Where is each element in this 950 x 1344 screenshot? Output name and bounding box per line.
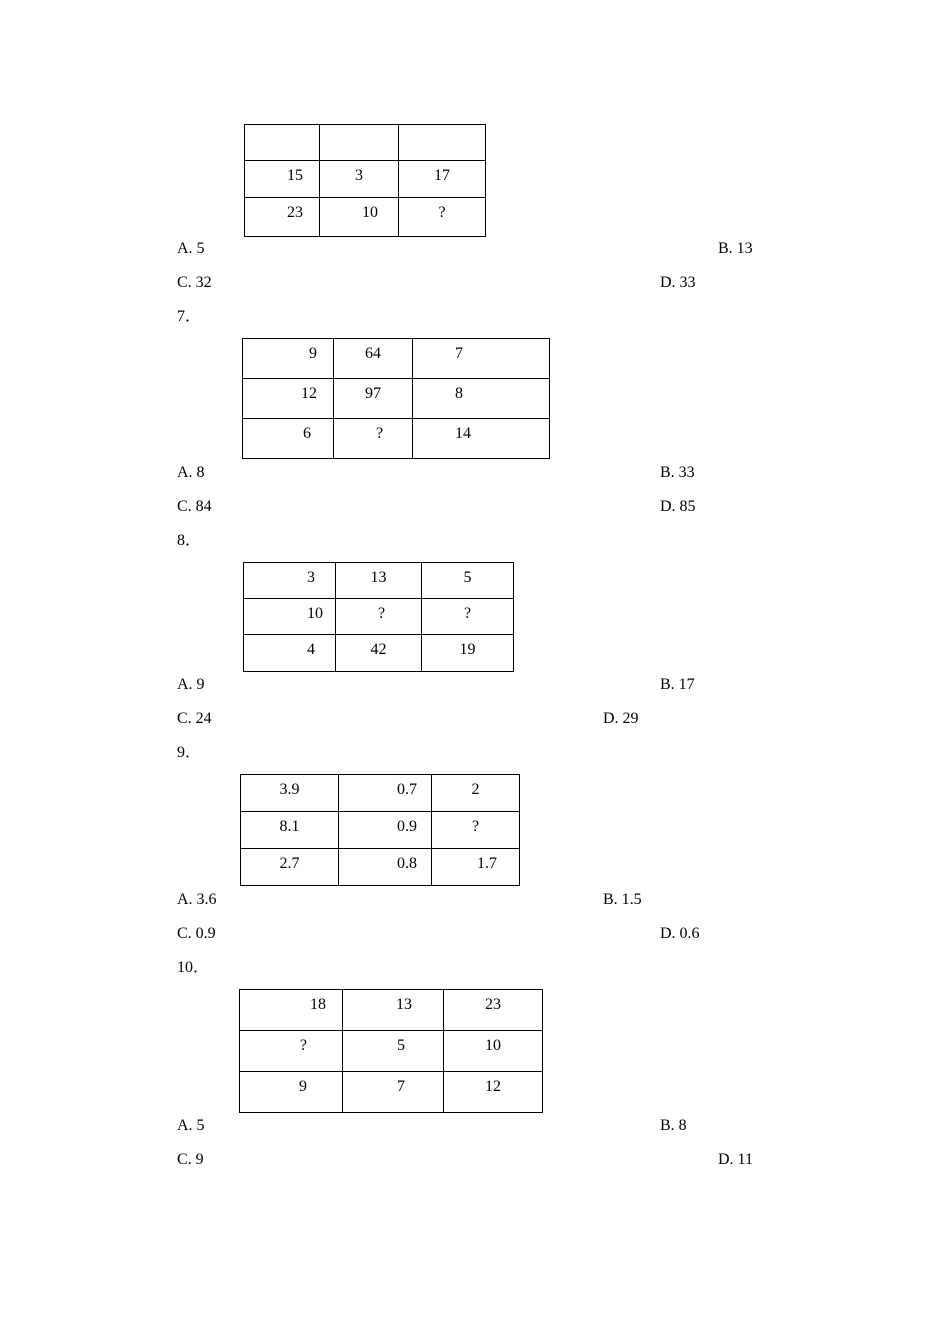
option-b: B. 1.5 (603, 891, 642, 908)
table-cell (320, 125, 399, 161)
question-7-table (242, 338, 550, 459)
table-cell: 13 (343, 990, 444, 1031)
table-cell: ? (240, 1031, 343, 1072)
table-cell: 17 (399, 161, 486, 198)
table-cell: 12 (444, 1072, 543, 1113)
table-cell: 18 (240, 990, 343, 1031)
option-c: C. 24 (177, 710, 212, 727)
table-cell: 10 (320, 198, 399, 237)
table-cell (399, 125, 486, 161)
table-cell: 0.9 (339, 812, 432, 849)
option-a: A. 5 (177, 240, 205, 257)
table-cell: 3 (320, 161, 399, 198)
option-c: C. 0.9 (177, 925, 216, 942)
table-cell: 7 (413, 339, 550, 379)
table-cell: 2 (432, 775, 520, 812)
table-cell (245, 125, 320, 161)
option-b: B. 8 (660, 1117, 687, 1134)
option-b: B. 13 (718, 240, 753, 257)
option-d: D. 11 (718, 1151, 753, 1168)
table-cell: 13 (336, 563, 422, 599)
option-c: C. 84 (177, 498, 212, 515)
table-cell: 10 (244, 599, 336, 635)
option-d: D. 29 (603, 710, 639, 727)
table-cell: 8 (413, 379, 550, 419)
question-number: 8． (177, 532, 202, 549)
question-10-table (239, 989, 543, 1113)
option-a: A. 8 (177, 464, 205, 481)
question-number: 10． (177, 959, 210, 976)
table-cell: 6 (243, 419, 334, 459)
table-cell: 3 (244, 563, 336, 599)
table-cell: ? (399, 198, 486, 237)
question-number: 9． (177, 744, 202, 761)
table-cell: 0.7 (339, 775, 432, 812)
table-cell: 4 (244, 635, 336, 672)
table-cell: 2.7 (241, 849, 339, 886)
table-cell: 7 (343, 1072, 444, 1113)
option-d: D. 85 (660, 498, 696, 515)
option-a: A. 9 (177, 676, 205, 693)
table-cell: 5 (343, 1031, 444, 1072)
option-a: A. 5 (177, 1117, 205, 1134)
option-d: D. 0.6 (660, 925, 700, 942)
table-cell: 10 (444, 1031, 543, 1072)
table-cell: 14 (413, 419, 550, 459)
table-cell: 64 (334, 339, 413, 379)
option-b: B. 17 (660, 676, 695, 693)
table-cell: 23 (444, 990, 543, 1031)
option-c: C. 32 (177, 274, 212, 291)
table-cell: 0.8 (339, 849, 432, 886)
question-6-table (244, 124, 486, 237)
table-cell: 3.9 (241, 775, 339, 812)
question-9-table (240, 774, 520, 886)
table-cell: 23 (245, 198, 320, 237)
table-cell: 19 (422, 635, 514, 672)
table-cell: 5 (422, 563, 514, 599)
table-cell: ? (336, 599, 422, 635)
table-cell: 1.7 (432, 849, 520, 886)
question-number: 7． (177, 308, 202, 325)
table-cell: 97 (334, 379, 413, 419)
table-cell: 42 (336, 635, 422, 672)
option-d: D. 33 (660, 274, 696, 291)
option-b: B. 33 (660, 464, 695, 481)
table-cell: 9 (240, 1072, 343, 1113)
table-cell: ? (334, 419, 413, 459)
option-a: A. 3.6 (177, 891, 217, 908)
table-cell: 12 (243, 379, 334, 419)
question-8-table (243, 562, 514, 672)
table-cell: 15 (245, 161, 320, 198)
table-cell: 9 (243, 339, 334, 379)
table-cell: ? (422, 599, 514, 635)
option-c: C. 9 (177, 1151, 204, 1168)
table-cell: ? (432, 812, 520, 849)
table-cell: 8.1 (241, 812, 339, 849)
